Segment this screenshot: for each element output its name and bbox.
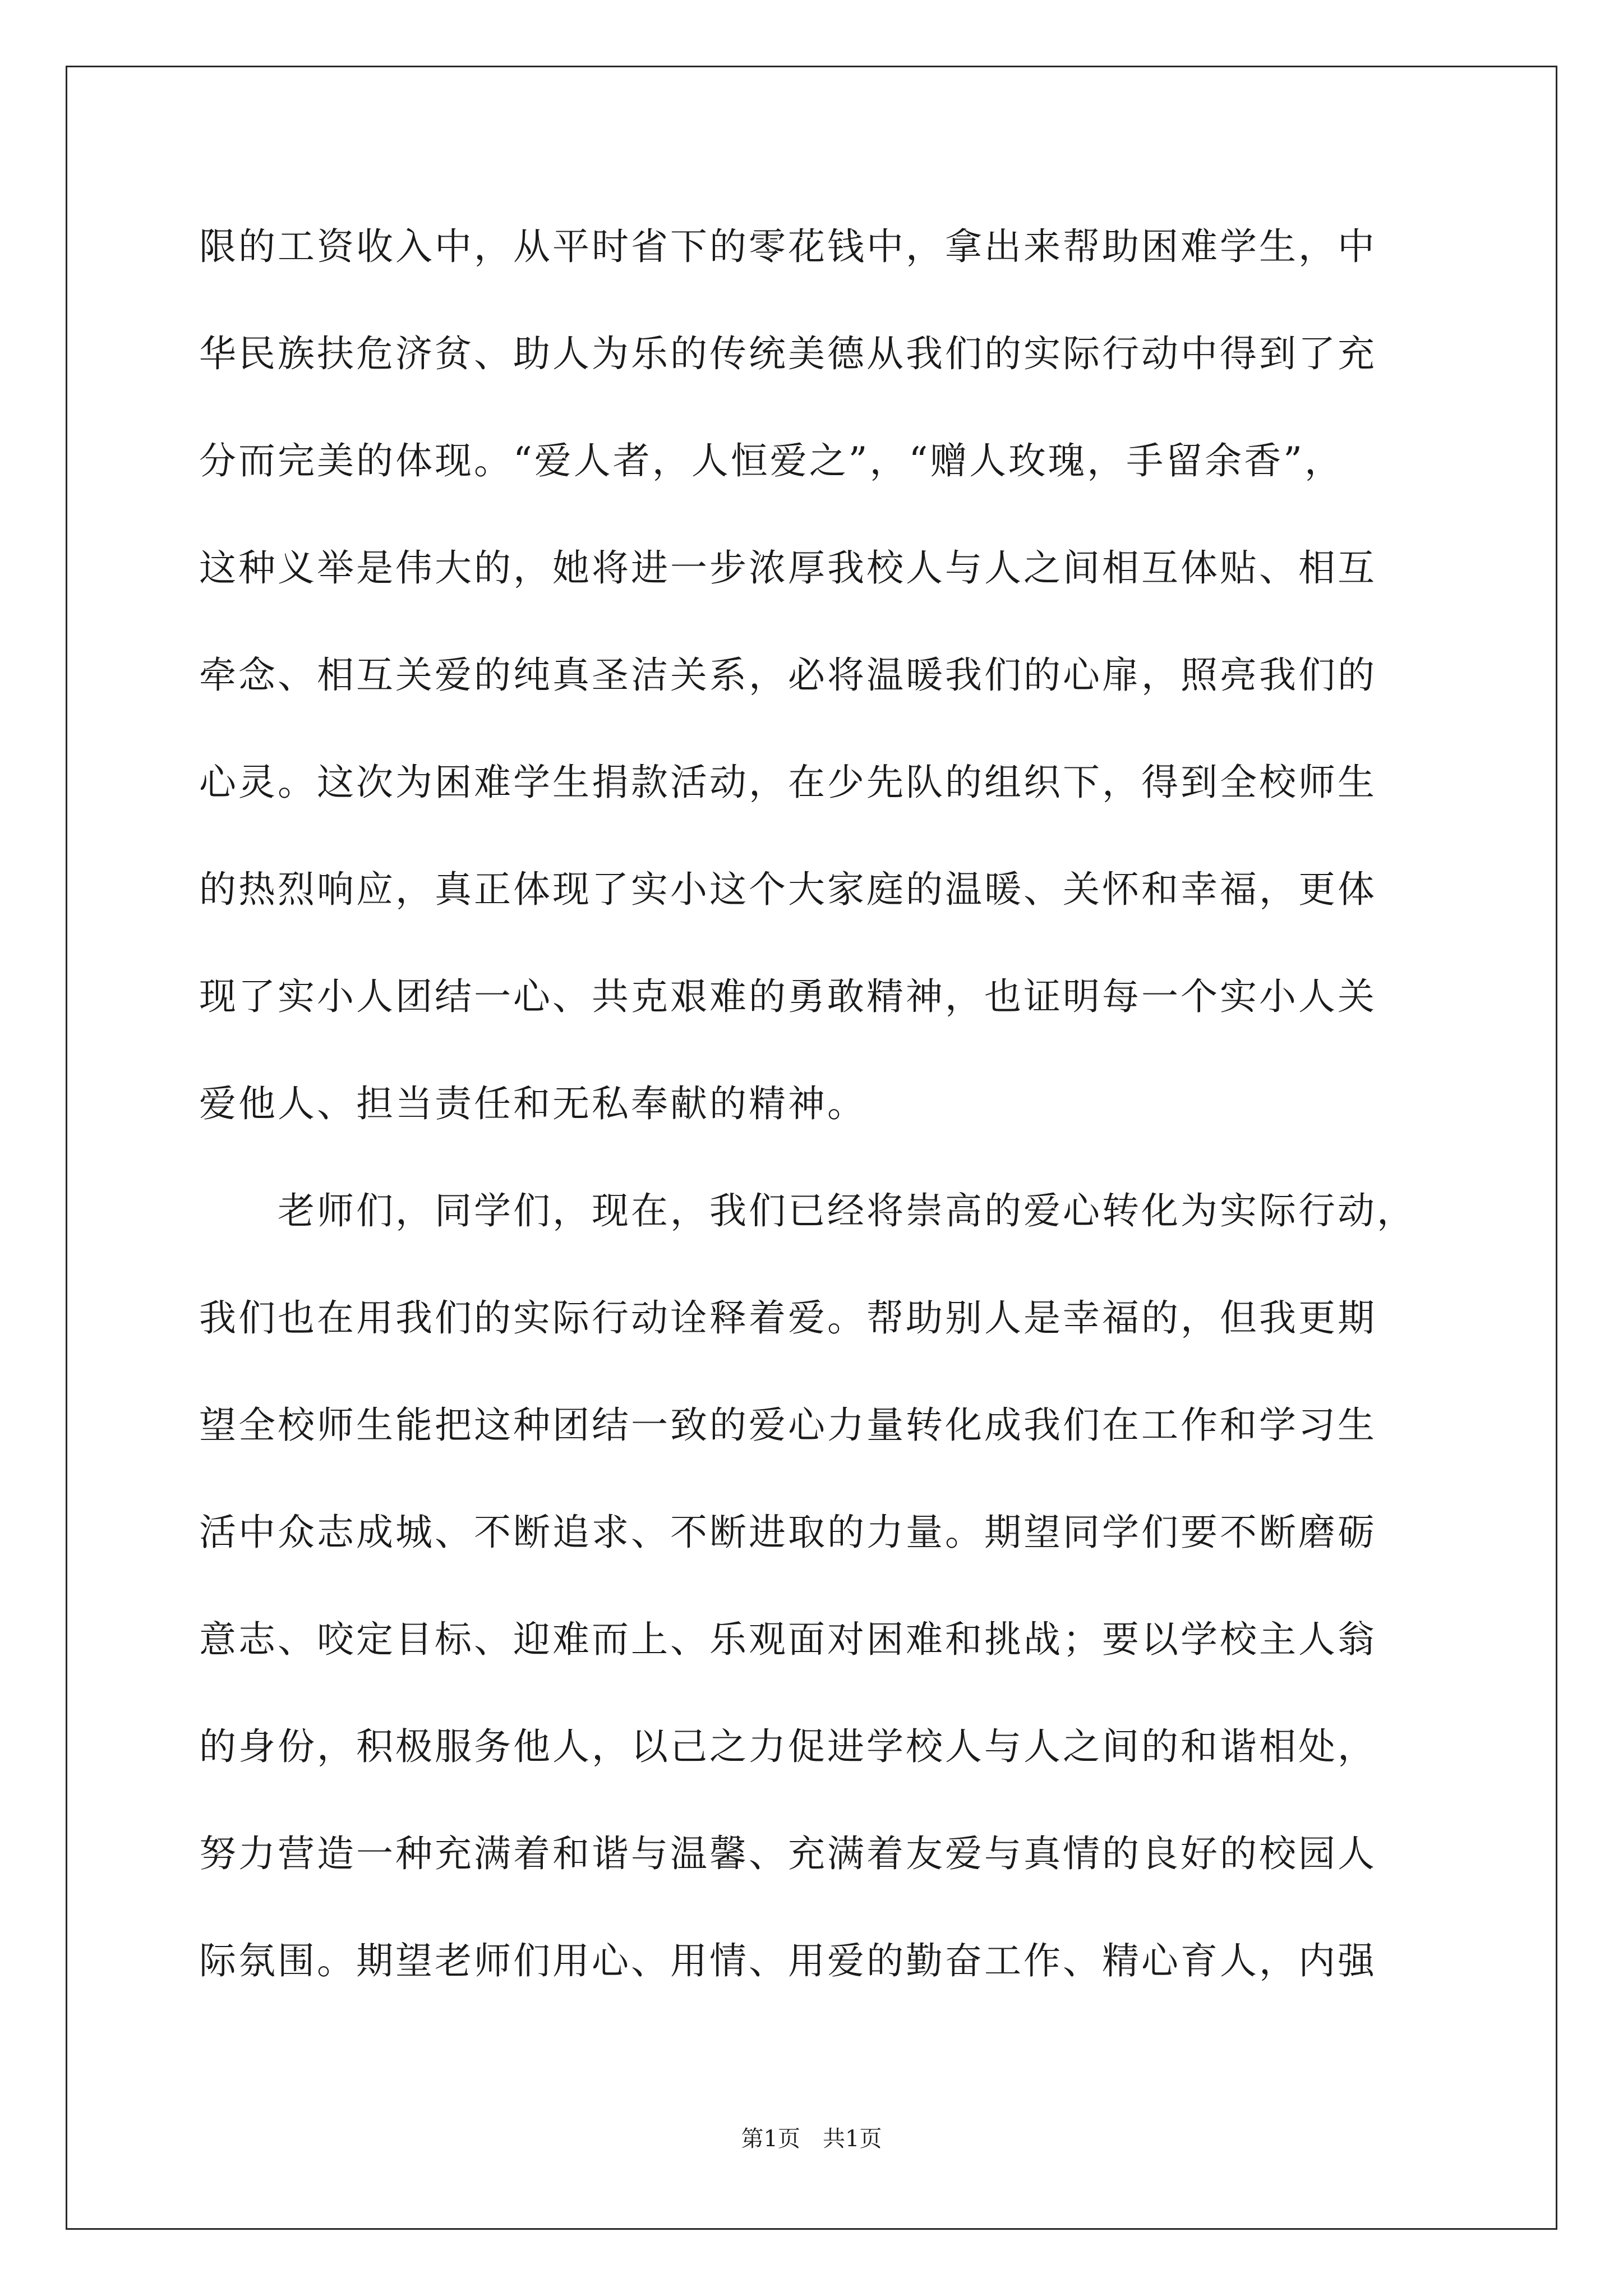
text-line: 意志、咬定目标、迎难而上、乐观面对困难和挑战；要以学校主人翁 [199,1618,1377,1661]
text-line: 望全校师生能把这种团结一致的爱心力量转化成我们在工作和学习生 [199,1404,1377,1447]
text-line: 的热烈响应，真正体现了实小这个大家庭的温暖、关怀和幸福，更体 [199,868,1377,911]
text-line: 限的工资收入中，从平时省下的零花钱中，拿出来帮助困难学生，中 [199,225,1377,268]
text-line: 我们也在用我们的实际行动诠释着爱。帮助别人是幸福的，但我更期 [199,1296,1377,1340]
text-line: 的身份，积极服务他人，以己之力促进学校人与人之间的和谐相处， [199,1725,1377,1768]
text-line: 牵念、相互关爱的纯真圣洁关系，必将温暖我们的心扉，照亮我们的 [199,654,1377,697]
text-line: 努力营造一种充满着和谐与温馨、充满着友爱与真情的良好的校园人 [199,1832,1377,1875]
text-line: 际氛围。期望老师们用心、用情、用爱的勤奋工作、精心育人，内强 [199,1939,1377,1982]
text-line: 华民族扶危济贫、助人为乐的传统美德从我们的实际行动中得到了充 [199,332,1377,375]
text-line: 爱他人、担当责任和无私奉献的精神。 [199,1082,866,1125]
text-line: 活中众志成城、不断追求、不断进取的力量。期望同学们要不断磨砺 [199,1511,1377,1554]
page-number-footer: 第1页 共1页 [741,2126,882,2152]
body-text [199,216,1427,2037]
paragraph-start-line: 老师们，同学们，现在，我们已经将崇高的爱心转化为实际行动， [199,1189,1416,1232]
text-line: 心灵。这次为困难学生捐款活动，在少先队的组织下，得到全校师生 [199,761,1377,804]
text-line: 分而完美的体现。“爱人者，人恒爱之”，“赠人玫瑰，手留余香”， [199,439,1344,482]
text-line: 这种义举是伟大的，她将进一步浓厚我校人与人之间相互体贴、相互 [199,546,1377,590]
text-line: 现了实小人团结一心、共克艰难的勇敢精神，也证明每一个实小人关 [199,975,1377,1018]
